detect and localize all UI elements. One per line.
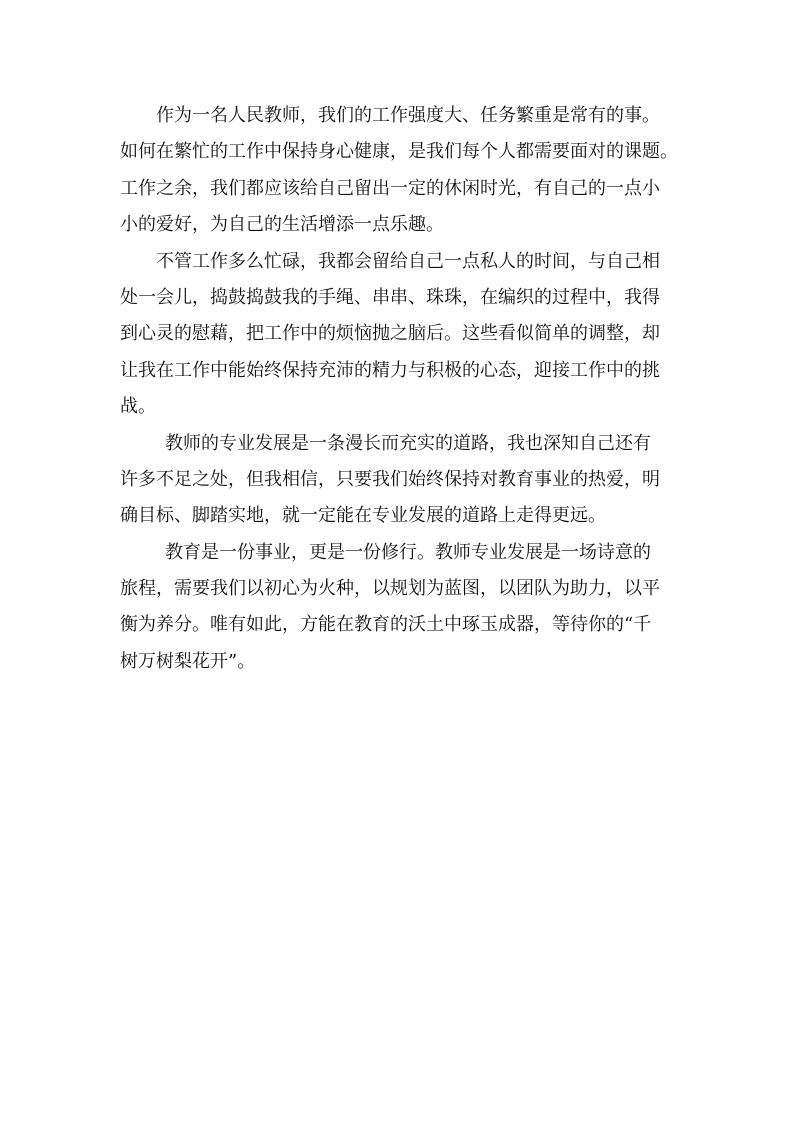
paragraph-line: 处一会儿，捣鼓捣鼓我的手绳、串串、珠珠，在编织的过程中，我得 xyxy=(120,286,660,308)
paragraph-2 xyxy=(120,244,700,426)
paragraph-4 xyxy=(120,535,700,681)
paragraph-line: 让我在工作中能始终保持充沛的精力与积极的心态，迎接工作中的挑 xyxy=(120,359,660,381)
paragraph-3 xyxy=(120,426,700,535)
document-body xyxy=(120,98,700,680)
paragraph-line: 衡为养分。唯有如此，方能在教育的沃土中琢玉成器，等待你的“千 xyxy=(120,614,652,636)
paragraph-line: 小的爱好，为自己的生活增添一点乐趣。 xyxy=(120,214,444,236)
paragraph-line: 作为一名人民教师，我们的工作强度大、任务繁重是常有的事。 xyxy=(156,105,660,126)
paragraph-line: 树万树梨花开”。 xyxy=(120,650,256,672)
paragraph-line: 教师的专业发展是一条漫长而充实的道路，我也深知自己还有 xyxy=(165,432,651,454)
paragraph-line: 如何在繁忙的工作中保持身心健康，是我们每个人都需要面对的课题。 xyxy=(120,141,678,163)
paragraph-line: 不管工作多么忙碌，我都会留给自己一点私人的时间，与自己相 xyxy=(156,250,660,272)
paragraph-line: 旅程，需要我们以初心为火种，以规划为蓝图，以团队为助力，以平 xyxy=(120,578,660,600)
paragraph-line: 战。 xyxy=(120,396,156,418)
paragraph-line: 教育是一份事业，更是一份修行。教师专业发展是一场诗意的 xyxy=(165,541,651,563)
paragraph-line: 工作之余，我们都应该给自己留出一定的休闲时光，有自己的一点小 xyxy=(120,177,660,199)
paragraph-line: 到心灵的慰藉，把工作中的烦恼抛之脑后。这些看似简单的调整，却 xyxy=(120,323,660,345)
paragraph-line: 确目标、脚踏实地，就一定能在专业发展的道路上走得更远。 xyxy=(120,505,606,527)
paragraph-1 xyxy=(120,98,700,244)
paragraph-line: 许多不足之处，但我相信，只要我们始终保持对教育事业的热爱，明 xyxy=(120,468,660,490)
